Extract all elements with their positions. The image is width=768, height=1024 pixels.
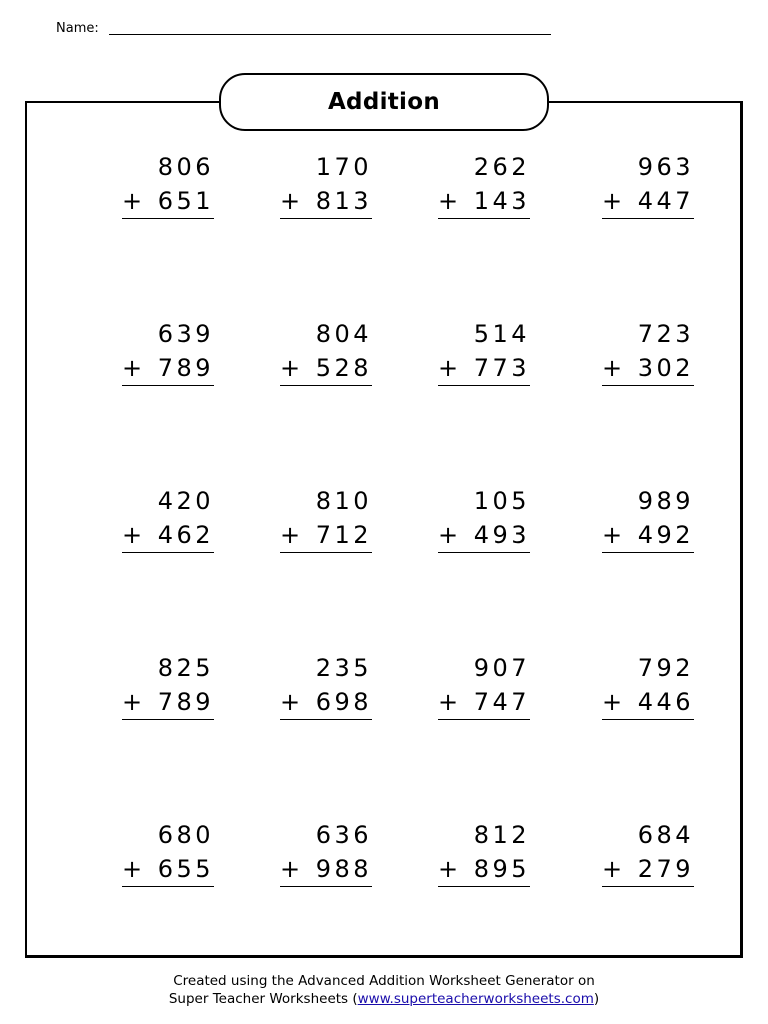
problem-top-number: 806 <box>157 153 214 181</box>
problem-bottom-row <box>122 685 214 720</box>
plus-sign: + <box>438 354 462 382</box>
plus-sign: + <box>280 354 304 382</box>
problem-bottom-number: 462 <box>157 521 214 549</box>
problem-bottom-number: 528 <box>315 354 372 382</box>
problem-bottom-row <box>438 184 530 219</box>
problem-bottom-row <box>438 685 530 720</box>
problem-bottom-row <box>280 351 372 386</box>
plus-sign: + <box>602 855 626 883</box>
problem-bottom-row <box>122 184 214 219</box>
problem-top-number: 963 <box>637 153 694 181</box>
problem-top-number: 792 <box>637 654 694 682</box>
problem-bottom-number: 698 <box>315 688 372 716</box>
problem-top-number: 907 <box>473 654 530 682</box>
name-label: Name: <box>56 21 99 36</box>
problem-bottom-number: 789 <box>157 354 214 382</box>
problem-bottom-number: 773 <box>473 354 530 382</box>
problem-top-number: 812 <box>473 821 530 849</box>
plus-sign: + <box>122 187 146 215</box>
problem-top-number: 636 <box>315 821 372 849</box>
plus-sign: + <box>280 187 304 215</box>
problem-top-number: 514 <box>473 320 530 348</box>
problem <box>602 484 694 553</box>
problem-bottom-number: 655 <box>157 855 214 883</box>
problem-bottom-row <box>602 518 694 553</box>
problem <box>602 150 694 219</box>
footer-prefix: Super Teacher Worksheets ( <box>168 991 358 1007</box>
footer-credit <box>0 972 768 1008</box>
problem-top-number: 825 <box>157 654 214 682</box>
problem-bottom-row <box>438 852 530 887</box>
problem <box>438 317 530 386</box>
plus-sign: + <box>122 855 146 883</box>
problem-bottom-number: 895 <box>473 855 530 883</box>
problem-bottom-row <box>122 852 214 887</box>
plus-sign: + <box>438 187 462 215</box>
problem <box>438 651 530 720</box>
problem-top-number: 810 <box>315 487 372 515</box>
problem-bottom-row <box>602 852 694 887</box>
plus-sign: + <box>280 521 304 549</box>
problem <box>122 150 214 219</box>
problem-bottom-number: 813 <box>315 187 372 215</box>
problem-bottom-number: 712 <box>315 521 372 549</box>
problem <box>122 317 214 386</box>
plus-sign: + <box>438 855 462 883</box>
problem-bottom-row <box>122 518 214 553</box>
plus-sign: + <box>122 354 146 382</box>
footer-link[interactable]: www.superteacherworksheets.com <box>357 991 594 1007</box>
problem-top-number: 170 <box>315 153 372 181</box>
problem-bottom-number: 747 <box>473 688 530 716</box>
problem-top-number: 262 <box>473 153 530 181</box>
problem-bottom-row <box>280 685 372 720</box>
problem <box>122 484 214 553</box>
problem <box>280 317 372 386</box>
problem <box>122 651 214 720</box>
problem-top-number: 804 <box>315 320 372 348</box>
problem-top-number: 639 <box>157 320 214 348</box>
problem-top-number: 105 <box>473 487 530 515</box>
problem-bottom-number: 279 <box>637 855 694 883</box>
problem <box>280 651 372 720</box>
problem <box>438 818 530 887</box>
footer-line-2 <box>0 990 768 1008</box>
problem <box>602 651 694 720</box>
problem-bottom-number: 651 <box>157 187 214 215</box>
problem <box>280 150 372 219</box>
problem <box>122 818 214 887</box>
plus-sign: + <box>602 354 626 382</box>
problem <box>602 818 694 887</box>
problem-bottom-number: 302 <box>637 354 694 382</box>
problem-bottom-row <box>602 685 694 720</box>
problem-bottom-number: 446 <box>637 688 694 716</box>
plus-sign: + <box>602 688 626 716</box>
problem-bottom-number: 988 <box>315 855 372 883</box>
title-banner <box>219 73 549 131</box>
problem-bottom-row <box>122 351 214 386</box>
problem-top-number: 989 <box>637 487 694 515</box>
problem-bottom-row <box>280 852 372 887</box>
problem-bottom-number: 143 <box>473 187 530 215</box>
problem-bottom-row <box>280 518 372 553</box>
problem-top-number: 680 <box>157 821 214 849</box>
problem-bottom-row <box>602 184 694 219</box>
problem-top-number: 420 <box>157 487 214 515</box>
footer-line-1: Created using the Advanced Addition Worksheet Generator on <box>173 973 595 989</box>
problem-bottom-row <box>280 184 372 219</box>
problem-bottom-row <box>438 518 530 553</box>
footer-suffix: ) <box>593 991 600 1007</box>
plus-sign: + <box>280 688 304 716</box>
plus-sign: + <box>122 688 146 716</box>
problem-bottom-number: 493 <box>473 521 530 549</box>
problem-bottom-row <box>602 351 694 386</box>
problem-bottom-number: 789 <box>157 688 214 716</box>
problem-top-number: 723 <box>637 320 694 348</box>
plus-sign: + <box>438 688 462 716</box>
problem-bottom-row <box>438 351 530 386</box>
problem <box>438 150 530 219</box>
plus-sign: + <box>280 855 304 883</box>
plus-sign: + <box>122 521 146 549</box>
problem <box>280 484 372 553</box>
problem <box>602 317 694 386</box>
worksheet-title: Addition <box>327 89 441 115</box>
problem-top-number: 235 <box>315 654 372 682</box>
problem-bottom-number: 447 <box>637 187 694 215</box>
problem <box>280 818 372 887</box>
problem-top-number: 684 <box>637 821 694 849</box>
plus-sign: + <box>602 521 626 549</box>
problem <box>438 484 530 553</box>
plus-sign: + <box>602 187 626 215</box>
plus-sign: + <box>438 521 462 549</box>
name-line[interactable] <box>109 34 551 35</box>
problem-bottom-number: 492 <box>637 521 694 549</box>
